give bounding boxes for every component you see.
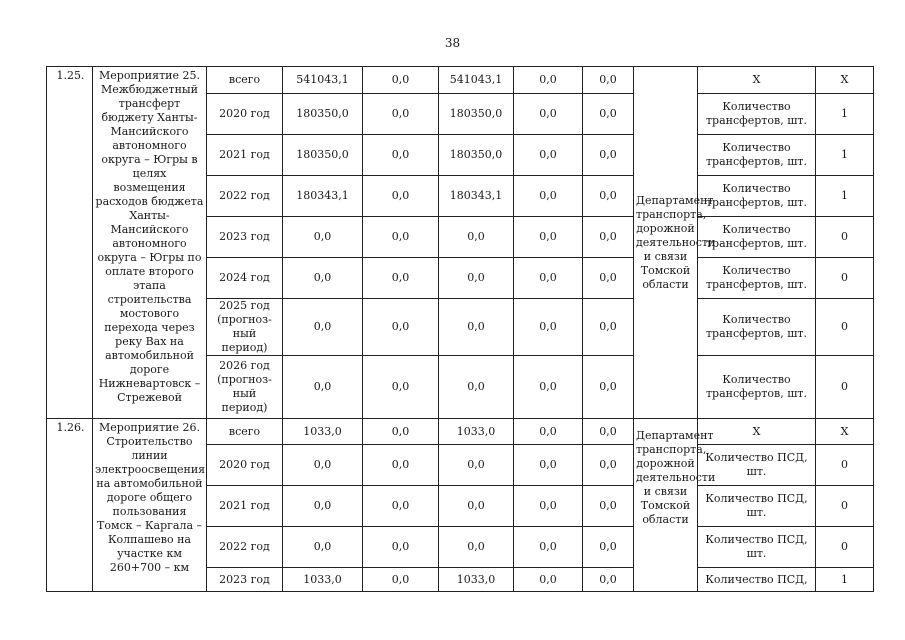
federal-value: 0,0	[363, 67, 439, 94]
item-number: 1.25.	[47, 67, 93, 419]
year-label: 2022 год	[207, 176, 283, 217]
extra-value: 0,0	[583, 486, 634, 527]
indicator-value: 0	[816, 486, 874, 527]
indicator-name: Количество ПСД, шт.	[698, 486, 816, 527]
indicator-name: Количество трансфертов, шт.	[698, 217, 816, 258]
indicator-value: 0	[816, 299, 874, 356]
indicator-name: Количество трансфертов, шт.	[698, 135, 816, 176]
federal-value: 0,0	[363, 135, 439, 176]
local-value: 0,0	[514, 486, 583, 527]
local-value: 0,0	[514, 356, 583, 419]
year-label: 2021 год	[207, 135, 283, 176]
total-value: 541043,1	[283, 67, 363, 94]
year-label: 2020 год	[207, 94, 283, 135]
regional-value: 1033,0	[439, 568, 514, 592]
regional-value: 180350,0	[439, 94, 514, 135]
federal-value: 0,0	[363, 445, 439, 486]
regional-value: 0,0	[439, 217, 514, 258]
regional-value: 180350,0	[439, 135, 514, 176]
indicator-name: Количество ПСД,	[698, 568, 816, 592]
local-value: 0,0	[514, 527, 583, 568]
extra-value: 0,0	[583, 419, 634, 445]
indicator-value: Х	[816, 67, 874, 94]
program-table	[46, 66, 874, 592]
extra-value: 0,0	[583, 67, 634, 94]
page-number: 38	[444, 36, 461, 50]
local-value: 0,0	[514, 258, 583, 299]
total-value: 0,0	[283, 356, 363, 419]
indicator-value: 1	[816, 568, 874, 592]
indicator-name: Количество ПСД, шт.	[698, 445, 816, 486]
local-value: 0,0	[514, 67, 583, 94]
regional-value: 0,0	[439, 299, 514, 356]
item-name: Мероприятие 26. Строительство линии электроосвещения на автомобильной дороге общего пользования Томск – Каргала – Колпашево на участке км 260+700 – км	[93, 419, 207, 592]
local-value: 0,0	[514, 568, 583, 592]
indicator-value: 0	[816, 258, 874, 299]
local-value: 0,0	[514, 135, 583, 176]
local-value: 0,0	[514, 176, 583, 217]
federal-value: 0,0	[363, 486, 439, 527]
year-label: 2020 год	[207, 445, 283, 486]
local-value: 0,0	[514, 94, 583, 135]
year-label: 2022 год	[207, 527, 283, 568]
local-value: 0,0	[514, 445, 583, 486]
indicator-name: Количество трансфертов, шт.	[698, 94, 816, 135]
table-row	[47, 419, 874, 445]
indicator-name: Х	[698, 67, 816, 94]
regional-value: 0,0	[439, 258, 514, 299]
total-value: 180343,1	[283, 176, 363, 217]
total-value: 180350,0	[283, 94, 363, 135]
federal-value: 0,0	[363, 527, 439, 568]
extra-value: 0,0	[583, 445, 634, 486]
year-label: 2026 год (прогноз-ный период)	[207, 356, 283, 419]
indicator-value: 1	[816, 176, 874, 217]
indicator-value: 0	[816, 217, 874, 258]
year-label: 2025 год (прогноз-ный период)	[207, 299, 283, 356]
local-value: 0,0	[514, 299, 583, 356]
regional-value: 0,0	[439, 445, 514, 486]
indicator-name: Х	[698, 419, 816, 445]
year-label: всего	[207, 67, 283, 94]
total-value: 0,0	[283, 527, 363, 568]
total-value: 0,0	[283, 217, 363, 258]
year-label: всего	[207, 419, 283, 445]
federal-value: 0,0	[363, 419, 439, 445]
extra-value: 0,0	[583, 527, 634, 568]
total-value: 1033,0	[283, 419, 363, 445]
federal-value: 0,0	[363, 217, 439, 258]
indicator-value: 1	[816, 94, 874, 135]
indicator-name: Количество трансфертов, шт.	[698, 258, 816, 299]
year-label: 2021 год	[207, 486, 283, 527]
indicator-value: 0	[816, 527, 874, 568]
extra-value: 0,0	[583, 94, 634, 135]
executor-cell: Департамент транспорта, дорожной деятельности и связи Томской области	[634, 419, 698, 592]
indicator-value: Х	[816, 419, 874, 445]
federal-value: 0,0	[363, 258, 439, 299]
federal-value: 0,0	[363, 176, 439, 217]
indicator-value: 0	[816, 356, 874, 419]
year-label: 2024 год	[207, 258, 283, 299]
total-value: 0,0	[283, 486, 363, 527]
federal-value: 0,0	[363, 299, 439, 356]
local-value: 0,0	[514, 419, 583, 445]
item-number: 1.26.	[47, 419, 93, 592]
item-name: Мероприятие 25. Межбюджетный трансферт бюджету Ханты-Мансийского автономного округа – Югры в целях возмещения расходов бюджета Ханты-Мансийского автономного округа – Югры по оплате второго этапа строительства мостового перехода через реку Вах на автомобильной дороге Нижневартовск – Стрежевой	[93, 67, 207, 419]
extra-value: 0,0	[583, 356, 634, 419]
indicator-name: Количество трансфертов, шт.	[698, 176, 816, 217]
indicator-value: 1	[816, 135, 874, 176]
extra-value: 0,0	[583, 135, 634, 176]
year-label: 2023 год	[207, 568, 283, 592]
indicator-name: Количество ПСД, шт.	[698, 527, 816, 568]
regional-value: 0,0	[439, 527, 514, 568]
regional-value: 541043,1	[439, 67, 514, 94]
total-value: 0,0	[283, 445, 363, 486]
federal-value: 0,0	[363, 356, 439, 419]
regional-value: 180343,1	[439, 176, 514, 217]
extra-value: 0,0	[583, 258, 634, 299]
table-row	[47, 67, 874, 94]
executor-cell: Департамент транспорта, дорожной деятельности и связи Томской области	[634, 67, 698, 419]
total-value: 180350,0	[283, 135, 363, 176]
local-value: 0,0	[514, 217, 583, 258]
total-value: 0,0	[283, 299, 363, 356]
extra-value: 0,0	[583, 176, 634, 217]
regional-value: 1033,0	[439, 419, 514, 445]
extra-value: 0,0	[583, 299, 634, 356]
federal-value: 0,0	[363, 568, 439, 592]
year-label: 2023 год	[207, 217, 283, 258]
indicator-name: Количество трансфертов, шт.	[698, 299, 816, 356]
regional-value: 0,0	[439, 356, 514, 419]
regional-value: 0,0	[439, 486, 514, 527]
total-value: 0,0	[283, 258, 363, 299]
indicator-value: 0	[816, 445, 874, 486]
federal-value: 0,0	[363, 94, 439, 135]
extra-value: 0,0	[583, 568, 634, 592]
indicator-name: Количество трансфертов, шт.	[698, 356, 816, 419]
extra-value: 0,0	[583, 217, 634, 258]
total-value: 1033,0	[283, 568, 363, 592]
